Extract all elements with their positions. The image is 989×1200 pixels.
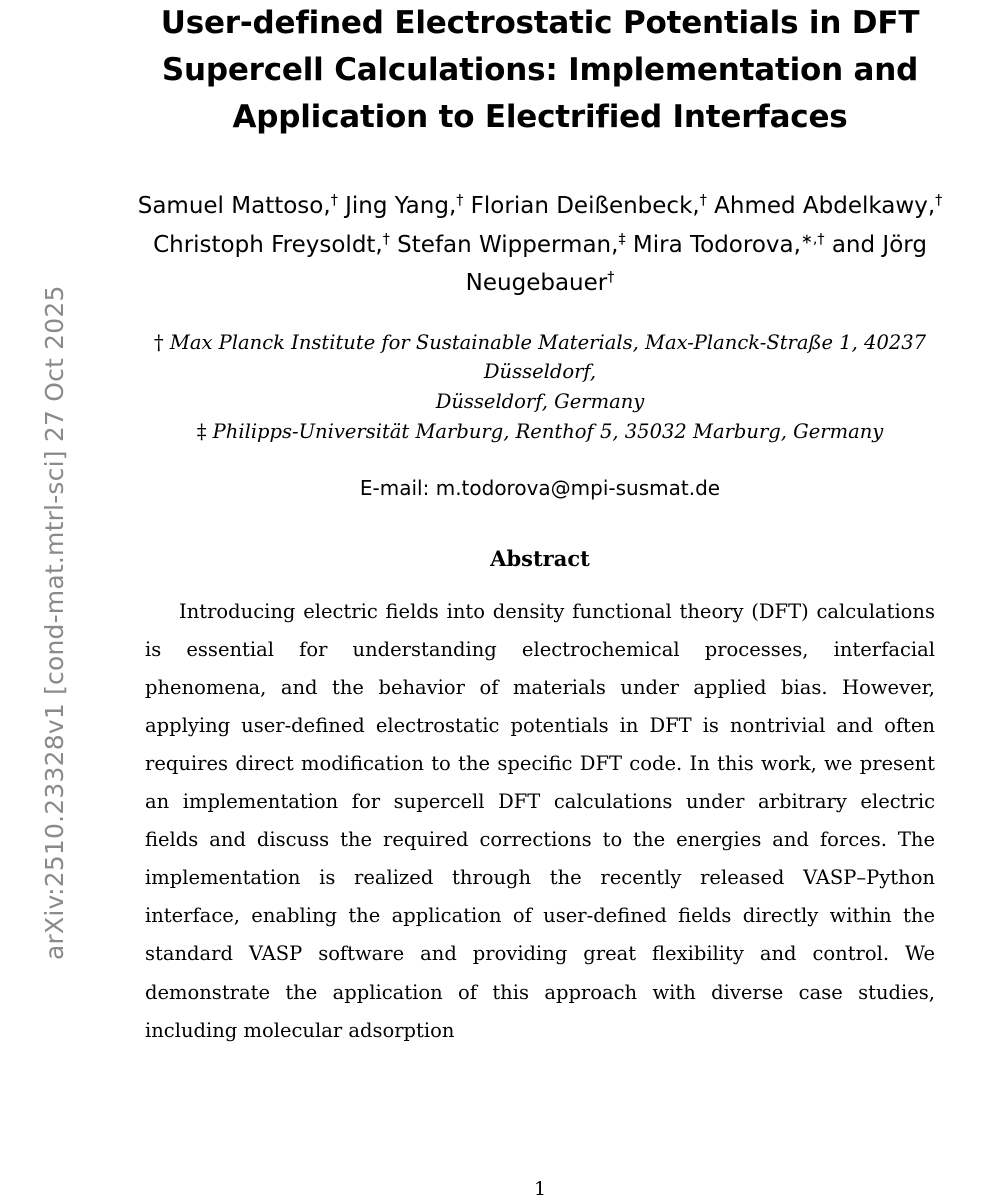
author-name: Jing Yang, [337,193,457,220]
author-affiliation-mark: ‡ [618,230,626,247]
author-line-1 [120,187,960,225]
affiliation-1-text: Max Planck Institute for Sustainable Materials, Max-Planck-Straße 1, 40237 Düsseldorf, [169,330,927,384]
author-affiliation-mark: † [935,192,943,209]
author-name: Ahmed Abdelkawy, [706,193,936,220]
author-affiliation-mark: † [607,269,615,286]
author-affiliation-mark: † [330,192,338,209]
title-line-1: User-defined Electrostatic Potentials in DFT [160,5,920,41]
author-affiliation-mark: ∗,† [800,230,825,247]
author-affiliation-mark: † [699,192,707,209]
author-name: Samuel Mattoso, [137,193,331,220]
author-name: Stefan Wipperman, [389,231,619,258]
paper-page [120,0,960,1200]
abstract-text: Introducing electric fields into density functional theory (DFT) calculations is essential for understanding electrochemical processes, interfacial phenomena, and the behavior of materials under applied bias. However, applying user-defined electrostatic potentials in DFT is nontrivial and often requires direct modification to the specific DFT code. In this work, we present an implementation for supercell DFT calculations under arbitrary electric fields and discuss the required corrections to the energies and forces. The implementation is realized through the recently released VASP–Python interface, enabling the application of user-defined fields directly within the standard VASP software and providing great flexibility and control. We demonstrate the application of this approach with diverse case studies, including molecular adsorption [145,600,935,1042]
author-affiliation-mark: † [382,230,390,247]
title-line-2: Supercell Calculations: Implementation and [161,52,919,89]
affiliation-1 [120,328,960,387]
page-number: 1 [533,1178,547,1200]
affiliation-list [120,328,960,447]
page-title [120,0,960,141]
title-line-3: Application to Electrified Interfaces [232,99,848,136]
affiliation-1-cont: Düsseldorf, Germany [435,390,645,414]
arxiv-stamp [0,0,120,1200]
author-name: Mira Todorova, [625,231,801,258]
author-affiliation-mark: † [456,192,464,209]
affiliation-2-text: Philipps-Universität Marburg, Renthof 5, 35032 Marburg, Germany [212,419,884,443]
affiliation-2 [120,417,960,447]
author-line-2 [120,226,960,264]
author-name: and Jörg [824,231,927,258]
arxiv-identifier-text: arXiv:2510.23328v1 [cond-mat.mtrl-sci] 27 Oct 2025 [40,285,69,960]
author-list [120,187,960,302]
contact-email: E-mail: m.todorova@mpi-susmat.de [359,476,721,501]
author-name: Christoph Freysoldt, [153,231,383,258]
author-name: Florian Deißenbeck, [463,193,700,220]
affiliation-mark-2: ‡ [196,419,207,443]
affiliation-mark-1: † [153,330,164,354]
author-line-3 [120,264,960,302]
author-name: Neugebauer [465,269,608,296]
abstract-heading: Abstract [490,546,590,572]
